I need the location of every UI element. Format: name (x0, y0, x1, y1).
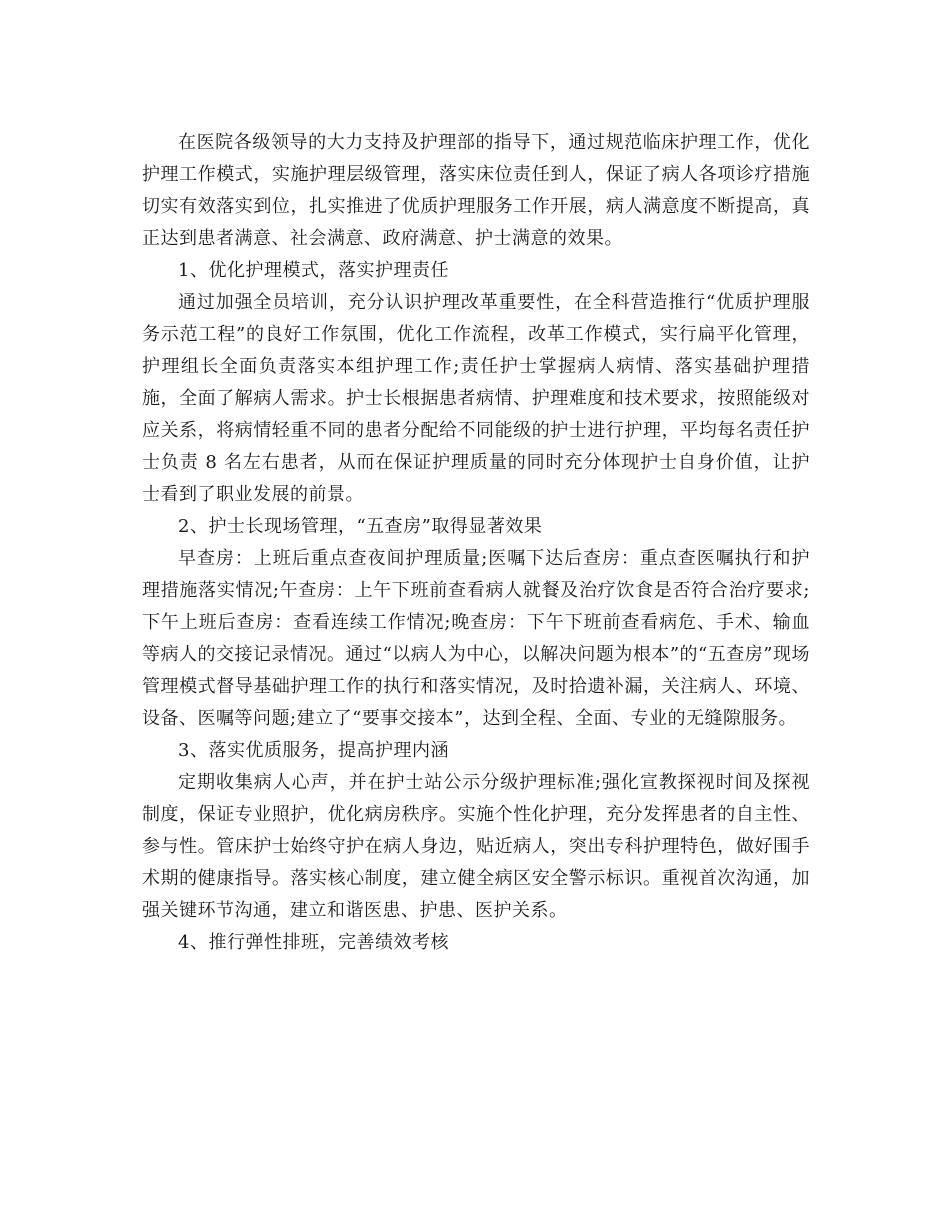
section-heading-4: 4、推行弹性排班，完善绩效考核 (178, 932, 449, 953)
section-heading-1: 1、优化护理模式，落实护理责任 (178, 260, 449, 281)
document-page (142, 127, 810, 959)
section-paragraph-3: 定期收集病人心声，并在护士站公示分级护理标准;强化宣教探视时间及探视制度，保证专业照护，优化病房秩序。实施个性化护理，充分发挥患者的自主性、参与性。管床护士始终守护在病人身边，贴近病人，突出专科护理特色，做好围手术期的健康指导。落实核心制度，建立健全病区安全警示标识。重视首次沟通，加强关键环节沟通，建立和谐医患、护患、医护关系。 (142, 772, 810, 921)
intro-paragraph: 在医院各级领导的大力支持及护理部的指导下，通过规范临床护理工作，优化护理工作模式，实施护理层级管理，落实床位责任到人，保证了病人各项诊疗措施切实有效落实到位，扎实推进了优质护理服务工作开展，病人满意度不断提高，真正达到患者满意、社会满意、政府满意、护士满意的效果。 (142, 132, 810, 249)
section-paragraph-2: 早查房：上班后重点查夜间护理质量;医嘱下达后查房：重点查医嘱执行和护理措施落实情况;午查房：上午下班前查看病人就餐及治疗饮食是否符合治疗要求;下午上班后查房：查看连续工作情况;晚查房：下午下班前查看病危、手术、输血等病人的交接记录情况。通过“以病人为中心，以解决问题为根本”的“五查房”现场管理模式督导基础护理工作的执行和落实情况，及时拾遗补漏，关注病人、环境、设备、医嘱等问题;建立了“要事交接本”，达到全程、全面、专业的无缝隙服务。 (142, 548, 810, 729)
section-paragraph-1: 通过加强全员培训，充分认识护理改革重要性，在全科营造推行“优质护理服务示范工程”的良好工作氛围，优化工作流程，改革工作模式，实行扁平化管理，护理组长全面负责落实本组护理工作;责任护士掌握病人病情、落实基础护理措施，全面了解病人需求。护士长根据患者病情、护理难度和技术要求，按照能级对应关系，将病情轻重不同的患者分配给不同能级的护士进行护理，平均每名责任护士负责 8 名左右患者，从而在保证护理质量的同时充分体现护士自身价值，让护士看到了职业发展的前景。 (142, 292, 810, 505)
section-heading-3: 3、落实优质服务，提高护理内涵 (178, 740, 449, 761)
section-heading-2: 2、护士长现场管理，“五查房”取得显著效果 (178, 516, 543, 537)
